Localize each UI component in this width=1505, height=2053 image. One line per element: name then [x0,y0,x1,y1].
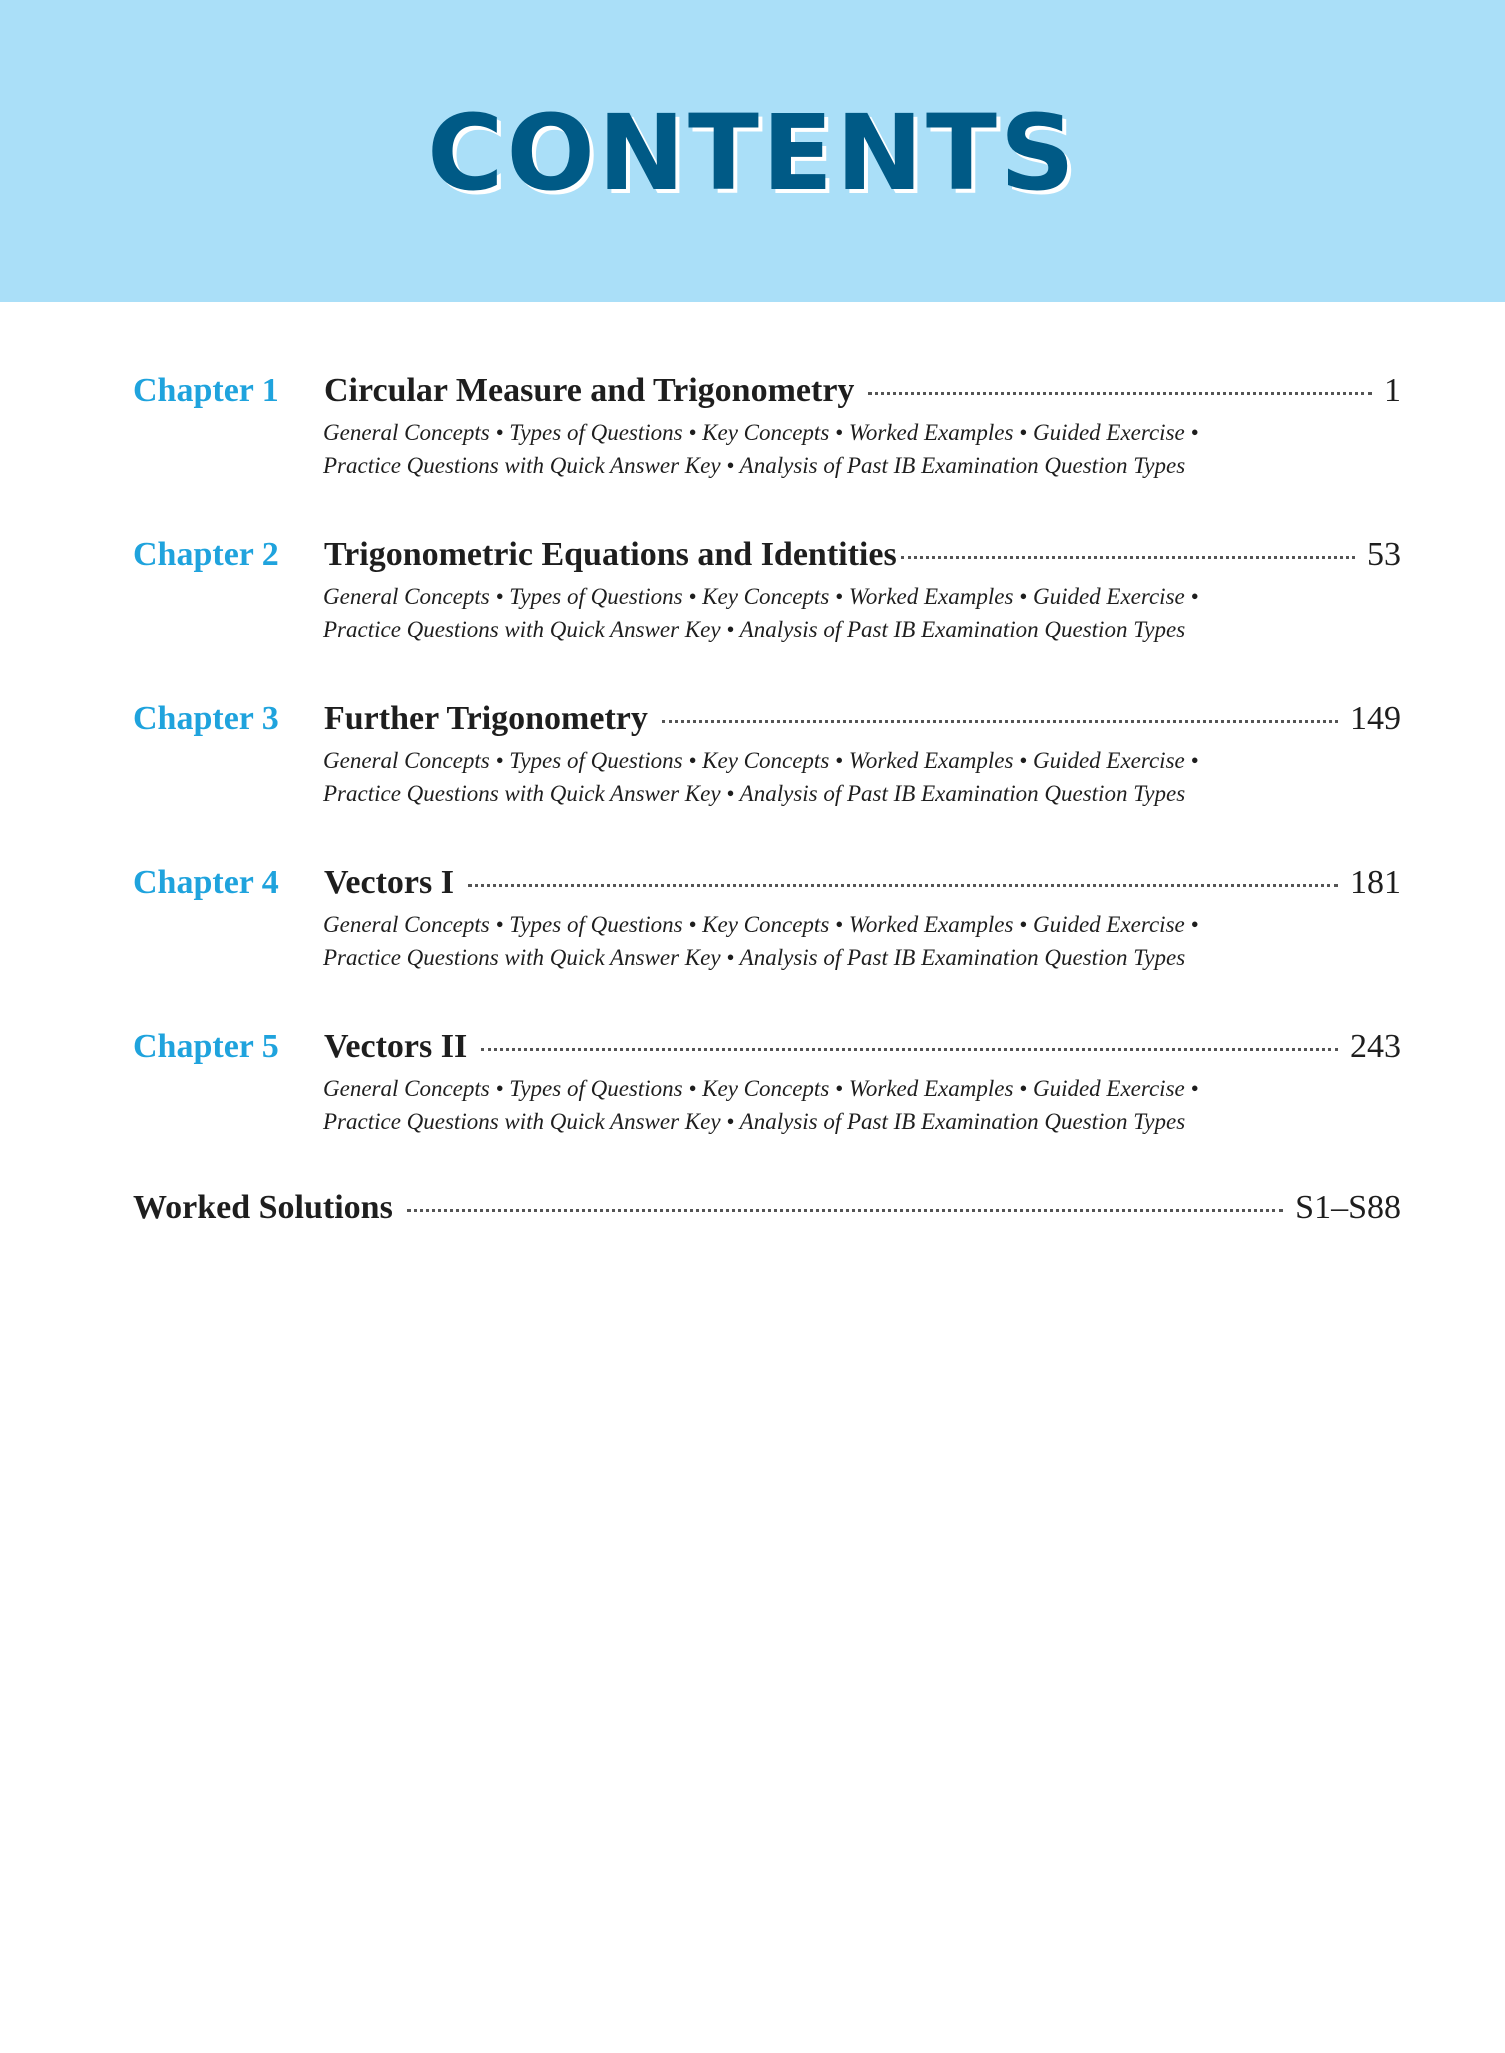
page-number: 53 [1367,536,1401,573]
toc-entry-chapter-5[interactable] [133,1025,1401,1155]
dot-leader [407,1208,1283,1212]
dot-leader [481,1047,1338,1051]
chapter-label: Chapter 5 [133,1028,279,1065]
chapter-description-line-1: General Concepts • Types of Questions • Key Concepts • Worked Examples • Guided Exercise • [323,748,1199,773]
toc-entry-chapter-2[interactable] [133,533,1401,663]
chapter-description-line-2: Practice Questions with Quick Answer Key • Analysis of Past IB Examination Question Types [323,781,1186,806]
chapter-description-line-2: Practice Questions with Quick Answer Key • Analysis of Past IB Examination Question Types [323,617,1186,642]
chapter-label: Chapter 3 [133,700,279,737]
chapter-description-line-1: General Concepts • Types of Questions • Key Concepts • Worked Examples • Guided Exercise • [323,584,1199,609]
dot-leader [662,719,1338,723]
chapter-description-line-2: Practice Questions with Quick Answer Key • Analysis of Past IB Examination Question Types [323,1109,1186,1134]
chapter-label: Chapter 4 [133,864,279,901]
chapter-title-line [324,697,1401,741]
chapter-description-line-2: Practice Questions with Quick Answer Key • Analysis of Past IB Examination Question Types [323,945,1186,970]
chapter-title-line [324,1025,1401,1069]
page-title: CONTENTS [427,92,1078,214]
toc-entry-chapter-4[interactable] [133,861,1401,991]
chapter-title[interactable]: Vectors I [324,864,454,901]
chapter-title-line [324,533,1401,577]
toc-entry-worked-solutions[interactable] [133,1186,1401,1230]
chapter-title[interactable]: Circular Measure and Trigonometry [324,372,855,409]
chapter-title[interactable]: Vectors II [324,1028,468,1065]
chapter-title-line [324,369,1401,413]
chapter-title-line [324,861,1401,905]
chapter-description-line-1: General Concepts • Types of Questions • Key Concepts • Worked Examples • Guided Exercise • [323,912,1199,937]
chapter-description-line-2: Practice Questions with Quick Answer Key • Analysis of Past IB Examination Question Types [323,453,1186,478]
chapter-label: Chapter 2 [133,536,279,573]
page-number: 243 [1350,1028,1401,1065]
chapter-title[interactable]: Trigonometric Equations and Identities [324,536,897,573]
dot-leader [901,555,1355,559]
page-number: 149 [1350,700,1401,737]
page-number: S1–S88 [1295,1189,1401,1226]
chapter-label: Chapter 1 [133,372,279,409]
chapter-description-line-1: General Concepts • Types of Questions • Key Concepts • Worked Examples • Guided Exercise • [323,1076,1199,1101]
toc-entry-chapter-3[interactable] [133,697,1401,827]
page-number: 1 [1384,372,1401,409]
toc-entry-chapter-1[interactable] [133,369,1401,499]
worked-solutions-title[interactable]: Worked Solutions [133,1189,393,1226]
chapter-description-line-1: General Concepts • Types of Questions • Key Concepts • Worked Examples • Guided Exercise • [323,420,1199,445]
dot-leader [868,391,1372,395]
page-number: 181 [1350,864,1401,901]
dot-leader [468,883,1338,887]
chapter-title[interactable]: Further Trigonometry [324,700,648,737]
